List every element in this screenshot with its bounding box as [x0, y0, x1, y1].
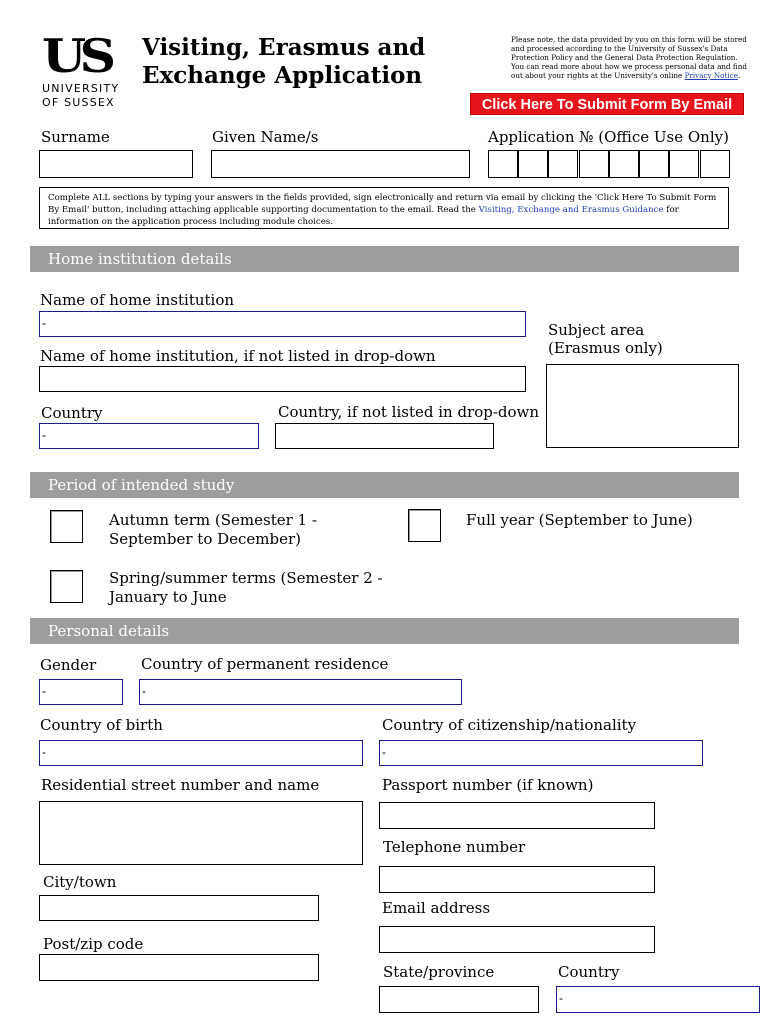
university-name-line1: UNIVERSITY: [42, 82, 120, 95]
postcode-label: Post/zip code: [43, 935, 144, 953]
country-of-birth-dropdown[interactable]: -: [39, 740, 363, 766]
autumn-term-detail: (Semester 1 -: [210, 511, 317, 529]
full-year-label: Full year: [466, 511, 534, 529]
university-name-line2: OF SUSSEX: [42, 96, 115, 109]
autumn-term-checkbox[interactable]: [50, 510, 83, 543]
instructions-text: Complete ALL sections by typing your answers in the fields provided, sign electronically and return via email by clicking the 'Click Here To Submit Form By Email' button, including attaching applicable supporting documentation to the email. Read the: [48, 193, 717, 215]
instructions-text-end: for information on the application process including module choices.: [48, 205, 679, 227]
surname-input[interactable]: [39, 150, 193, 178]
privacy-text: Please note, the data provided by you on this form will be stored and processed according to the University of Sussex's Data Protection Policy and the General Data Protection Regulation. You can read more about how we process personal data and find out about your rights at the University's online: [511, 35, 747, 80]
home-institution-dropdown[interactable]: -: [39, 311, 526, 337]
subject-area-label-line2: (Erasmus only): [548, 339, 663, 357]
application-number-box[interactable]: [579, 150, 609, 178]
address-country-label: Country: [558, 963, 620, 981]
university-logo: US: [42, 29, 110, 83]
privacy-notice: Please note, the data provided by you on this form will be stored and processed according to the University of Sussex's Data Protection Policy and the General Data Protection Regulation. You can read more about how we process personal data and find out about your rights at the University's online Privacy Notice.: [511, 35, 747, 80]
instructions-box: [39, 187, 729, 229]
country-other-input[interactable]: [275, 423, 494, 449]
citizenship-dropdown[interactable]: -: [379, 740, 703, 766]
autumn-term-label: Autumn term: [109, 511, 211, 529]
home-institution-other-label: Name of home institution, if not listed in drop-down: [40, 347, 436, 365]
email-input[interactable]: [379, 926, 655, 953]
section-header-personal-details: Personal details: [30, 618, 739, 644]
postcode-input[interactable]: [39, 954, 319, 981]
subject-area-label-line1: Subject area: [548, 321, 645, 339]
spring-summer-checkbox[interactable]: [50, 570, 83, 603]
country-of-residence-dropdown[interactable]: -: [139, 679, 462, 705]
surname-label: Surname: [41, 128, 110, 146]
gender-dropdown[interactable]: -: [39, 679, 123, 705]
spring-summer-dates: January to June: [109, 588, 227, 606]
full-year-checkbox[interactable]: [408, 509, 441, 542]
country-other-label: Country, if not listed in drop-down: [278, 403, 540, 421]
address-country-dropdown[interactable]: -: [556, 986, 760, 1013]
country-dropdown[interactable]: -: [39, 423, 259, 449]
email-label: Email address: [382, 899, 491, 917]
application-number-box[interactable]: [639, 150, 669, 178]
subject-area-label: [548, 321, 663, 357]
state-label: State/province: [383, 963, 495, 981]
country-of-residence-label: Country of permanent residence: [141, 655, 389, 673]
country-label: Country: [41, 404, 103, 422]
spring-summer-detail: (Semester 2 -: [275, 569, 383, 587]
privacy-notice-link[interactable]: Privacy Notice: [684, 71, 738, 80]
submit-by-email-button[interactable]: Click Here To Submit Form By Email: [470, 93, 744, 115]
street-address-input[interactable]: [39, 801, 363, 865]
given-name-input[interactable]: [211, 150, 470, 178]
application-number-box[interactable]: [700, 150, 730, 178]
city-label: City/town: [43, 873, 117, 891]
telephone-label: Telephone number: [383, 838, 526, 856]
passport-number-label: Passport number (if known): [382, 776, 594, 794]
spring-summer-option: [109, 569, 383, 607]
guidance-link[interactable]: Visiting, Exchange and Erasmus Guidance: [478, 205, 664, 215]
subject-area-input[interactable]: [546, 364, 739, 448]
autumn-term-dates: September to December): [109, 530, 302, 548]
university-name: [42, 82, 119, 110]
spring-summer-label: Spring/summer terms: [109, 569, 276, 587]
gender-label: Gender: [40, 656, 97, 674]
application-number-box[interactable]: [669, 150, 699, 178]
application-number-box[interactable]: [609, 150, 639, 178]
application-number-box[interactable]: [548, 150, 578, 178]
application-number-box[interactable]: [488, 150, 518, 178]
passport-number-input[interactable]: [379, 802, 655, 829]
title-line2: Exchange Application: [142, 62, 423, 89]
page-title: [142, 34, 462, 90]
home-institution-label: Name of home institution: [40, 291, 235, 309]
telephone-input[interactable]: [379, 866, 655, 893]
full-year-option: [466, 511, 693, 530]
full-year-detail: (September to June): [533, 511, 693, 529]
state-input[interactable]: [379, 986, 539, 1013]
citizenship-label: Country of citizenship/nationality: [382, 716, 637, 734]
given-name-label: Given Name/s: [212, 128, 319, 146]
autumn-term-option: [109, 511, 317, 549]
section-header-home-institution: Home institution details: [30, 246, 739, 272]
title-line1: Visiting, Erasmus and: [142, 34, 426, 61]
home-institution-other-input[interactable]: [39, 366, 526, 392]
application-number-box[interactable]: [518, 150, 548, 178]
section-header-period-of-study: Period of intended study: [30, 472, 739, 498]
city-input[interactable]: [39, 895, 319, 921]
application-number-label: Application № (Office Use Only): [488, 128, 729, 146]
street-address-label: Residential street number and name: [41, 776, 320, 794]
country-of-birth-label: Country of birth: [40, 716, 163, 734]
